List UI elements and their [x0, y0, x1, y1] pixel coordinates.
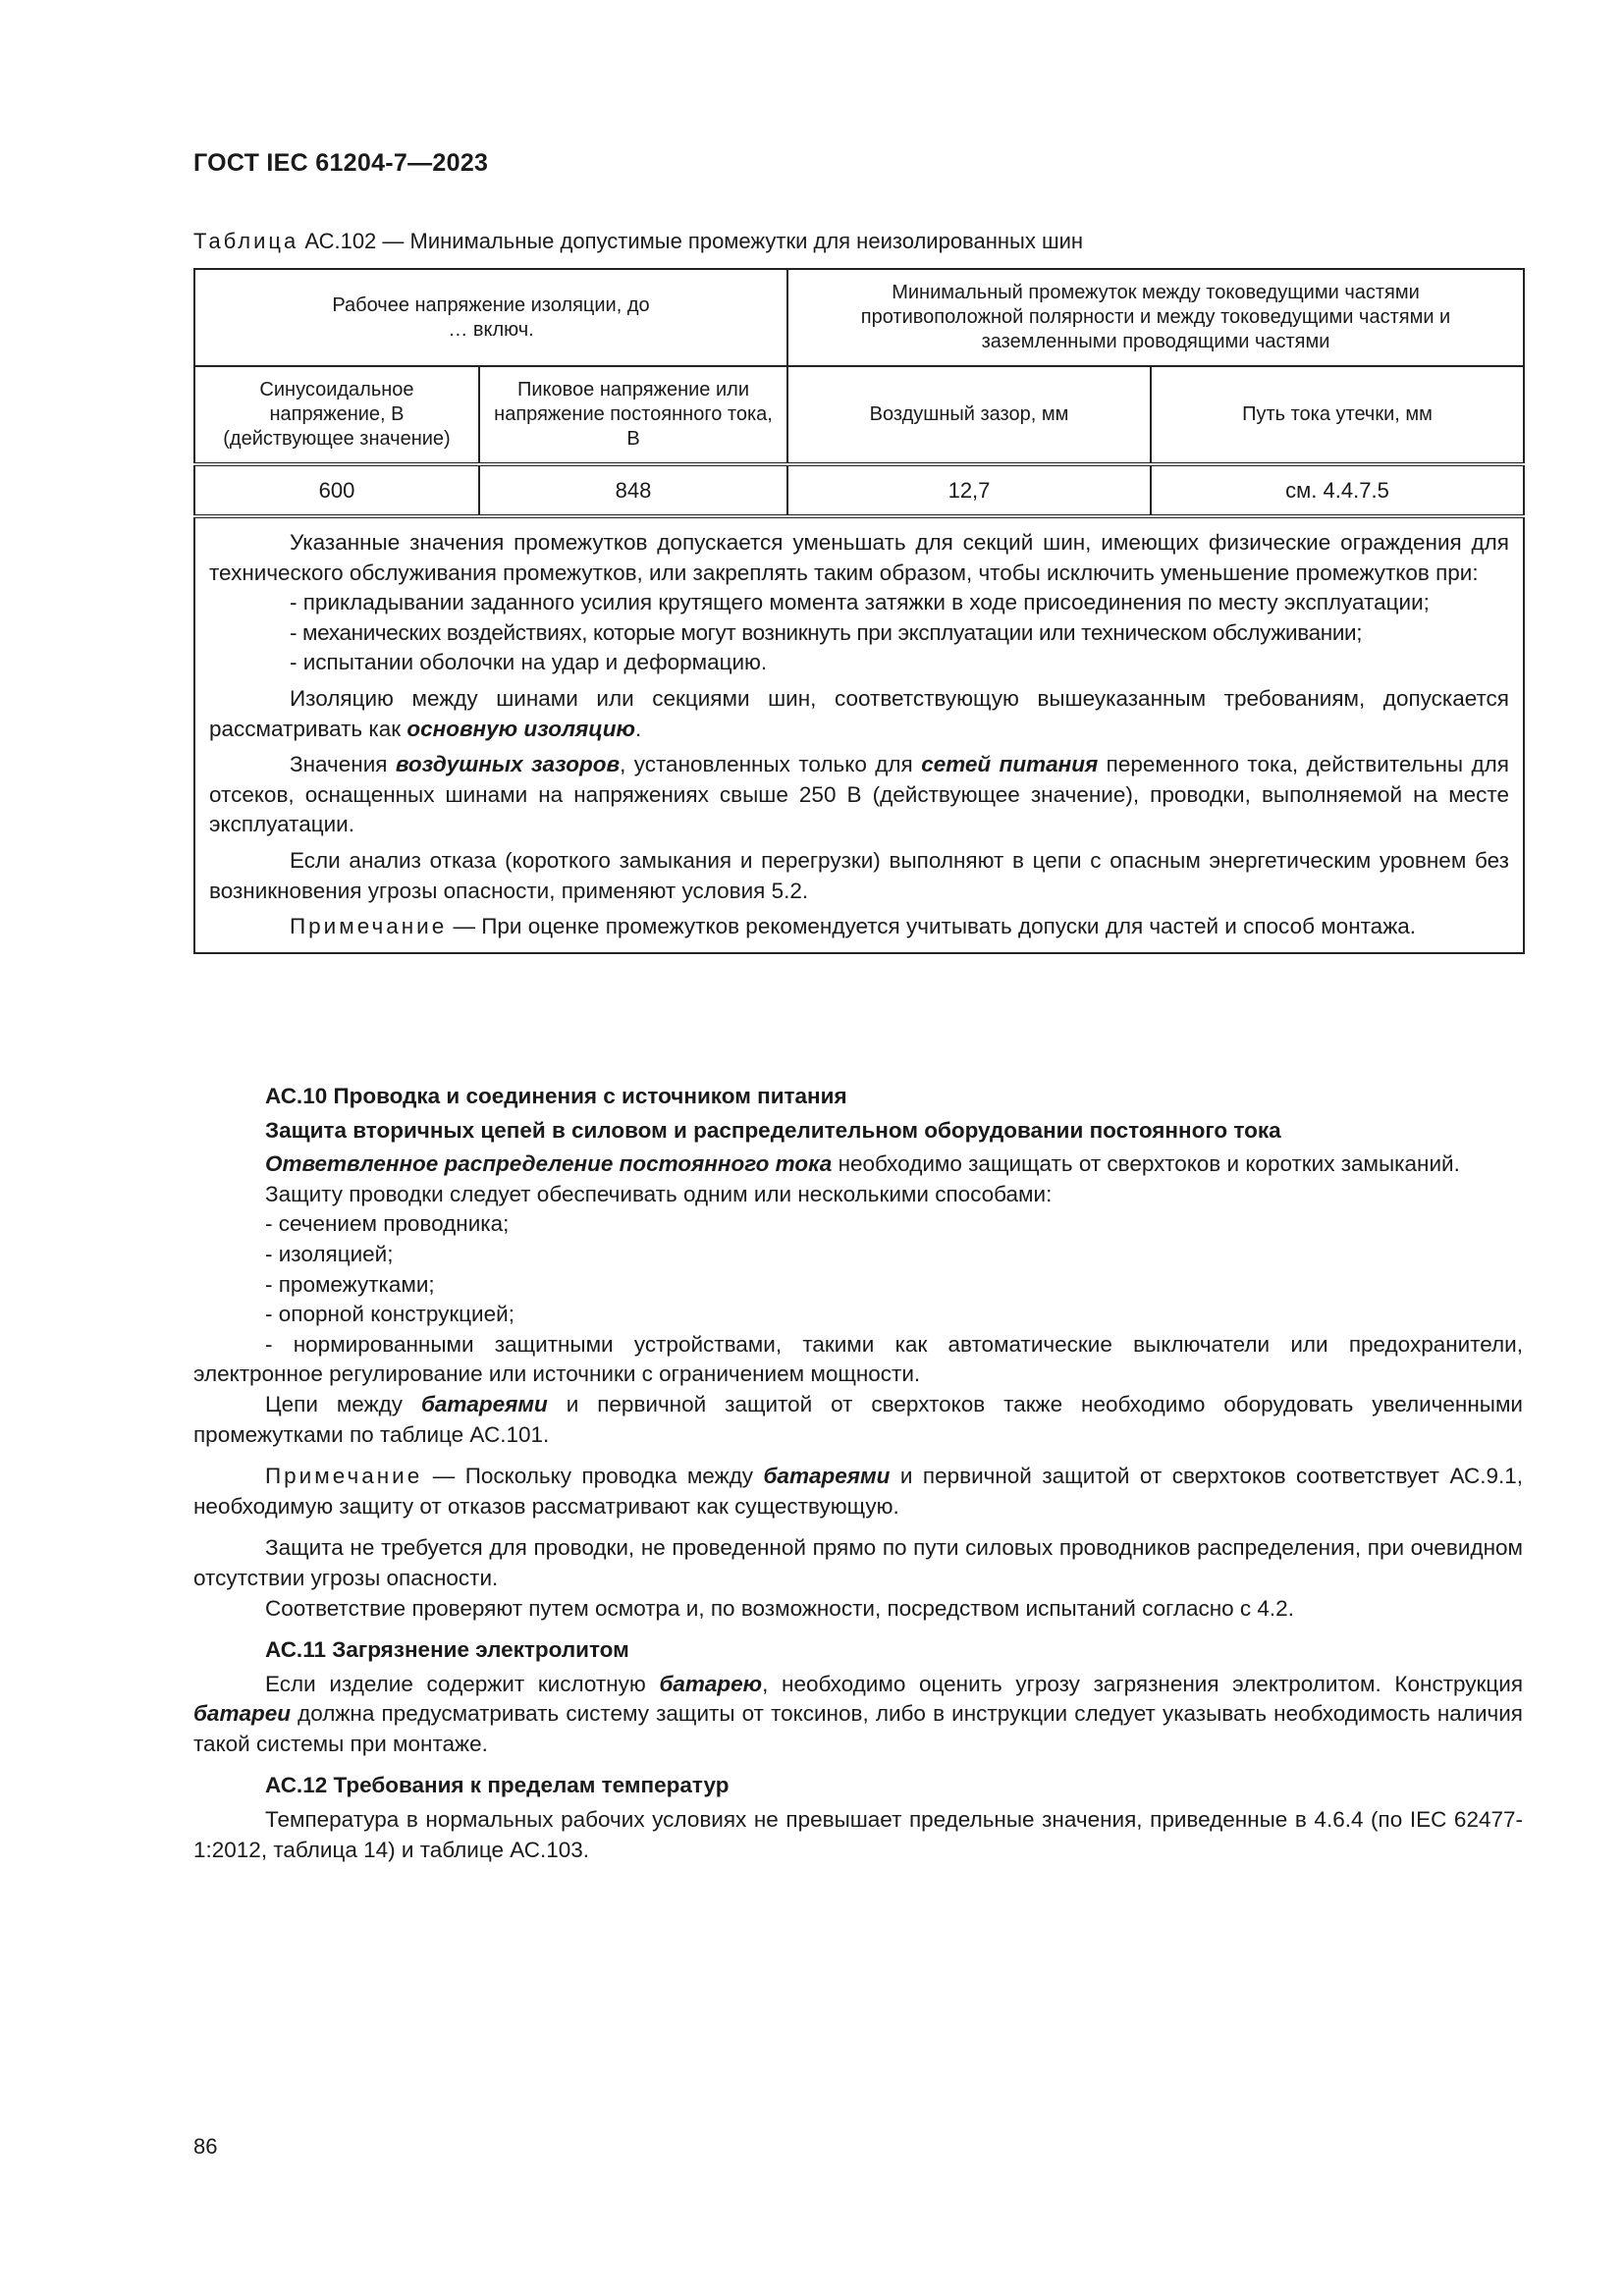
table-caption-text: АС.102 — Минимальные допустимые промежутки для неизолированных шин [304, 229, 1084, 253]
group-header-voltage [194, 269, 787, 366]
text-run: . [635, 716, 642, 741]
paragraph: Соответствие проверяют путем осмотра и, по возможности, посредством испытаний согласно с 4.2. [265, 1595, 1294, 1621]
notes-paragraph [209, 684, 1509, 744]
defined-term: воздушных зазоров [395, 752, 621, 777]
document-code: ГОСТ IEC 61204-7—2023 [193, 149, 489, 177]
table-caption-word: Таблица [193, 229, 299, 253]
notes-list-item: - механических воздействиях, которые могут возникнуть при эксплуатации или техническом обслуживании; [290, 619, 1363, 645]
defined-term: Ответвленное распределение постоянного тока [265, 1151, 833, 1177]
table-row [194, 464, 1524, 516]
remark [193, 1462, 1523, 1522]
defined-term: батареями [420, 1391, 548, 1416]
text-run: , установленных только для [620, 752, 922, 777]
page-number: 86 [193, 2134, 218, 2159]
remark-word: Примечание [265, 1464, 423, 1489]
paragraph [193, 1390, 1523, 1450]
table-caption [193, 229, 1083, 254]
text-run: — Поскольку проводка между [422, 1464, 764, 1489]
table-cell: см. 4.4.7.5 [1151, 464, 1524, 516]
text-run: и первичной защитой от сверхтоков также необходимо оборудовать увеличенными промежутками по таблице АС.101. [193, 1391, 1523, 1447]
list-item: - опорной конструкцией; [265, 1302, 514, 1327]
defined-term: сетей питания [921, 752, 1099, 777]
notes-list-item: - испытании оболочки на удар и деформацию. [290, 650, 768, 675]
text-run: — При оценке промежутков рекомендуется учитывать допуски для частей и способ монтажа. [447, 914, 1417, 939]
table-column-header-row [194, 366, 1524, 464]
defined-term: основную изоляцию [406, 716, 636, 741]
column-header: Воздушный зазор, мм [787, 366, 1151, 464]
clearance-table [193, 268, 1525, 954]
section-heading: АС.11 Загрязнение электролитом [265, 1637, 629, 1663]
text-run: Если изделие содержит кислотную [265, 1671, 660, 1696]
column-header: Синусоидальное напряжение, В (действующее значение) [194, 366, 479, 464]
notes-paragraph [209, 750, 1509, 840]
list-item: - промежутками; [265, 1271, 435, 1297]
column-header: Пиковое напряжение или напряжение постоянного тока, В [479, 366, 787, 464]
table-cell: 12,7 [787, 464, 1151, 516]
paragraph: Температура в нормальных рабочих условиях не превышает предельные значения, приведенные в 4.6.4 (по IEC 62477-1:2012, таблица 14) и таблице АС.103. [193, 1807, 1523, 1862]
section-heading: АС.10 Проводка и соединения с источником питания [265, 1084, 847, 1108]
defined-term: батареи [193, 1701, 291, 1727]
text-run: переменного тока, действительны для отсеков, оснащенных шинами на напряжениях свыше 250 В (действующее значение), проводки, выполняемой на месте эксплуатации. [209, 752, 1509, 837]
list-item: - изоляцией; [265, 1241, 394, 1266]
subsection-heading: Защита вторичных цепей в силовом и распределительном оборудовании постоянного тока [265, 1117, 1281, 1143]
notes-paragraph: Указанные значения промежутков допускается уменьшать для секций шин, имеющих физические ограждения для технического обслуживания промежутков, или закреплять таким образом, чтобы исключить уменьшение промежутков при: [209, 530, 1509, 585]
table-group-header-row [194, 269, 1524, 366]
group-header-voltage-text: Рабочее напряжение изоляции, до … включ. [332, 294, 650, 341]
text-run: Цепи между [265, 1391, 421, 1416]
table-notes [194, 516, 1524, 953]
text-run: Значения [290, 752, 396, 777]
notes-list-item: - прикладывании заданного усилия крутящего момента затяжки в ходе присоединения по месту эксплуатации; [290, 590, 1430, 615]
paragraph [193, 1149, 1523, 1180]
text-run: Изоляцию между шинами или секциями шин, соответствующую вышеуказанным требованиям, допускается рассматривать как [209, 685, 1509, 741]
text-run: , необходимо оценить угрозу загрязнения электролитом. Конструкция [762, 1671, 1524, 1696]
list-item: - сечением проводника; [265, 1211, 510, 1237]
section-heading: АС.12 Требования к пределам температур [265, 1773, 730, 1798]
defined-term: батарею [659, 1671, 763, 1696]
remark-word: Примечание [290, 914, 448, 939]
paragraph: Защита не требуется для проводки, не проведенной прямо по пути силовых проводников распределения, при очевидном отсутствии угрозы опасности. [193, 1535, 1523, 1590]
group-header-clearance [787, 269, 1524, 366]
column-header: Путь тока утечки, мм [1151, 366, 1524, 464]
text-run: должна предусматривать систему защиты от токсинов, либо в инструкции следует указывать необходимость наличия такой системы при монтаже. [193, 1701, 1523, 1756]
paragraph [193, 1670, 1523, 1760]
text-run: и первичной защитой от сверхтоков соответствует АС.9.1, необходимую защиту от отказов рассматривают как существующую. [193, 1464, 1524, 1519]
list-item: - нормированными защитными устройствами, такими как автоматические выключатели или предохранители, электронное регулирование или источники с ограничением мощности. [193, 1331, 1523, 1387]
group-header-clearance-text: Минимальный промежуток между токоведущими частями противоположной полярности и между токоведущими частями и заземленными проводящими частями [860, 282, 1451, 352]
table-notes-row [194, 516, 1524, 953]
paragraph: Защиту проводки следует обеспечивать одним или несколькими способами: [265, 1181, 1053, 1206]
notes-remark [209, 912, 1509, 942]
table-cell: 848 [479, 464, 787, 516]
text-run: необходимо защищать от сверхтоков и коротких замыканий. [832, 1151, 1460, 1177]
notes-paragraph: Если анализ отказа (короткого замыкания и перегрузки) выполняют в цепи с опасным энергетическим уровнем без возникновения угрозы опасности, применяют условия 5.2. [209, 847, 1509, 903]
table-cell: 600 [194, 464, 479, 516]
defined-term: батареями [763, 1464, 891, 1489]
body-text [193, 1082, 1523, 1865]
